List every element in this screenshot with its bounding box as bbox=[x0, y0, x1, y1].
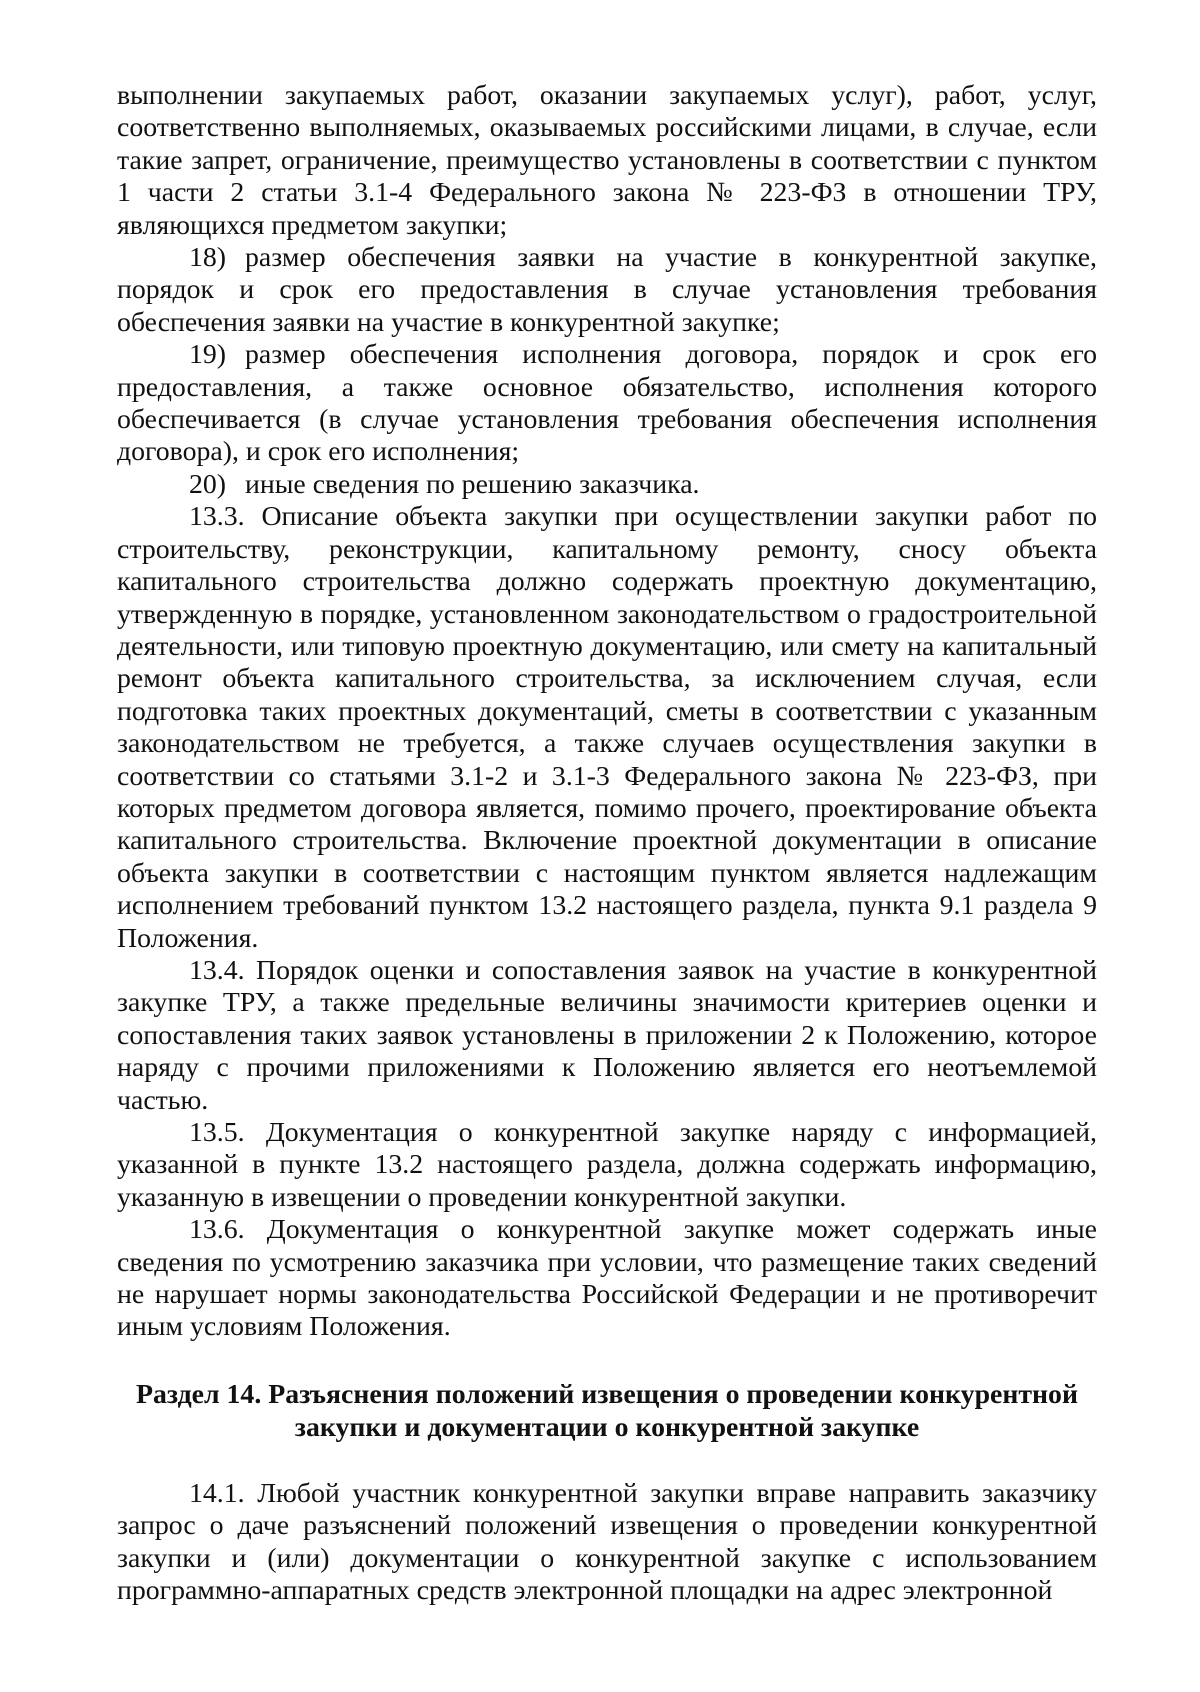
section-14-heading-line1: Раздел 14. Разъяснения положений извещения о проведении конкурентной bbox=[136, 1378, 1078, 1410]
document-body bbox=[117, 80, 1097, 1607]
section-14-heading bbox=[117, 1378, 1097, 1444]
section-14-heading-line2: закупки и документации о конкурентной закупке bbox=[294, 1411, 920, 1443]
list-item-19 bbox=[117, 339, 1097, 469]
paragraph-14-1: 14.1. Любой участник конкурентной закупки вправе направить заказчику запрос о даче разъяснений положений извещения о проведении конкурентной закупки и (или) документации о конкурентной закупке с использованием программно-аппаратных средств электронной площадки на адрес электронной bbox=[117, 1477, 1097, 1607]
list-item-20 bbox=[117, 469, 1097, 501]
paragraph-13-6: 13.6. Документация о конкурентной закупке может содержать иные сведения по усмотрению заказчика при условии, что размещение таких сведений не нарушает нормы законодательства Российской Федерации и не противоречит иным условиям Положения. bbox=[117, 1214, 1097, 1343]
paragraph-13-3: 13.3. Описание объекта закупки при осуществлении закупки работ по строительству, реконструкции, капитальному ремонту, сносу объекта капитального строительства должно содержать проектную документацию, утвержденную в порядке, установленном законодательством о градостроительной деятельности, или типовую проектную документацию, или смету на капитальный ремонт объекта капитального строительства, за исключением случая, если подготовка таких проектных документаций, сметы в соответствии с указанным законодательством не требуется, а также случаев осуществления закупки в соответствии со статьями 3.1-2 и 3.1-3 Федерального закона № 223-ФЗ, при которых предметом договора является, помимо прочего, проектирование объекта капитального строительства. Включение проектной документации в описание объекта закупки в соответствии с настоящим пунктом является надлежащим исполнением требований пунктом 13.2 настоящего раздела, пункта 9.1 раздела 9 Положения. bbox=[117, 501, 1097, 954]
paragraph-13-5: 13.5. Документация о конкурентной закупке наряду с информацией, указанной в пункте 13.2 настоящего раздела, должна содержать информацию, указанную в извещении о проведении конкурентной закупки. bbox=[117, 1117, 1097, 1213]
list-item-number: 18) bbox=[189, 242, 227, 274]
list-item-text: размер обеспечения исполнения договора, порядок и срок его предоставления, а также основное обязательство, исполнения которого обеспечивается (в случае установления требования обеспечения исполнения договора), и срок его исполнения; bbox=[117, 339, 1097, 468]
list-item-text: размер обеспечения заявки на участие в конкурентной закупке, порядок и срок его предоставления в случае установления требования обеспечения заявки на участие в конкурентной закупке; bbox=[117, 242, 1097, 338]
paragraph-13-4: 13.4. Порядок оценки и сопоставления заявок на участие в конкурентной закупке ТРУ, а также предельные величины значимости критериев оценки и сопоставления таких заявок установлены в приложении 2 к Положению, которое наряду с прочими приложениями к Положению является его неотъемлемой частью. bbox=[117, 954, 1097, 1116]
list-item-number: 19) bbox=[189, 339, 227, 371]
paragraph-intro: выполнении закупаемых работ, оказании закупаемых услуг), работ, услуг, соответственно выполняемых, оказываемых российскими лицами, в случае, если такие запрет, ограничение, преимущество установлены в соответствии с пунктом 1 части 2 статьи 3.1-4 Федерального закона № 223-ФЗ в отношении ТРУ, являющихся предметом закупки; bbox=[117, 80, 1097, 241]
list-item-text: иные сведения по решению заказчика. bbox=[245, 468, 700, 500]
list-item-18 bbox=[117, 242, 1097, 339]
list-item-number: 20) bbox=[189, 468, 227, 500]
